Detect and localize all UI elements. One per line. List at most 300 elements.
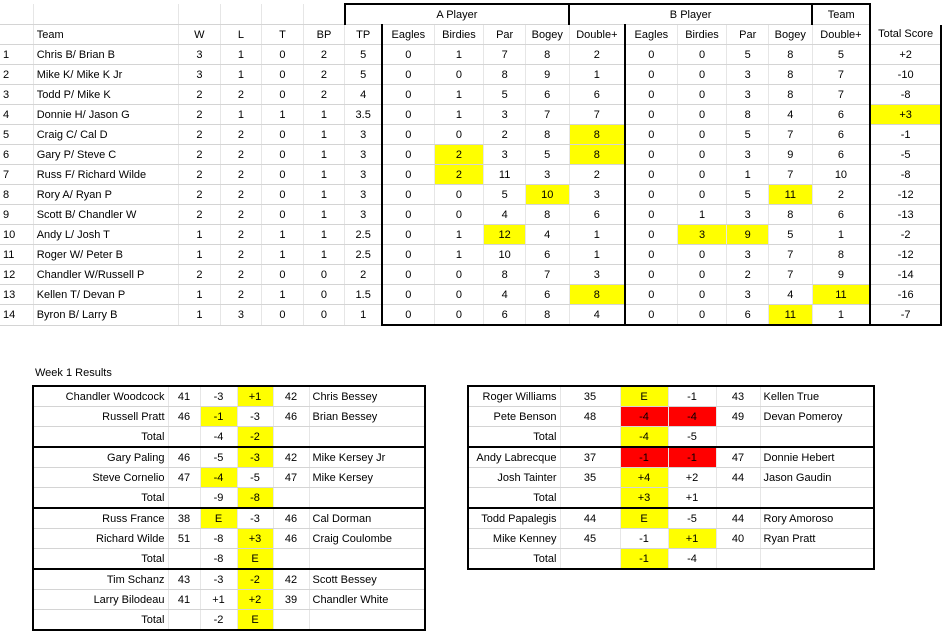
player-score: 48 <box>560 407 620 427</box>
empty-cell <box>309 427 425 448</box>
stat-bp: 1 <box>303 145 345 165</box>
opponent-name: Chandler White <box>309 590 425 610</box>
player-score: 45 <box>560 529 620 549</box>
b-player-stat: 0 <box>677 185 727 205</box>
empty-cell <box>168 610 200 631</box>
a-player-stat: 0 <box>434 125 484 145</box>
stat-bp: 0 <box>303 265 345 285</box>
a-player-stat: 2 <box>569 165 625 185</box>
b-player-stat: 0 <box>625 245 677 265</box>
opponent-score: 47 <box>716 447 760 468</box>
stat-bp: 1 <box>303 105 345 125</box>
total-score-1: -8 <box>200 549 237 570</box>
a-player-stat: 3 <box>484 105 526 125</box>
player-score: 47 <box>168 468 200 488</box>
empty-cell <box>309 488 425 509</box>
player-name: Chandler Woodcock <box>33 386 168 407</box>
empty-cell <box>560 549 620 570</box>
match-score-2: -3 <box>237 508 273 529</box>
a-player-stat: 1 <box>569 65 625 85</box>
stat-t: 0 <box>262 85 304 105</box>
stat-w: 1 <box>179 305 221 326</box>
a-player-stat: 3 <box>525 165 569 185</box>
row-number: 2 <box>0 65 33 85</box>
b-player-stat: 5 <box>768 225 812 245</box>
stat-t: 1 <box>262 285 304 305</box>
empty-cell <box>262 4 304 25</box>
b-player-stat: 3 <box>727 285 769 305</box>
player-name: Gary Paling <box>33 447 168 468</box>
match-score-2: -1 <box>668 447 716 468</box>
empty-cell <box>309 610 425 631</box>
empty-cell <box>560 488 620 509</box>
player-score: 41 <box>168 590 200 610</box>
a-player-stat: 5 <box>484 185 526 205</box>
team-name: Rory A/ Ryan P <box>33 185 178 205</box>
table-row <box>0 105 941 125</box>
b-player-stat: 8 <box>768 205 812 225</box>
b-player-stat: 0 <box>625 65 677 85</box>
a-player-stat: 0 <box>382 45 434 65</box>
b-player-stat: 0 <box>677 85 727 105</box>
team-name: Byron B/ Larry B <box>33 305 178 326</box>
total-score-1: +3 <box>620 488 668 509</box>
stat-l: 2 <box>220 145 262 165</box>
stat-w: 1 <box>179 285 221 305</box>
b-player-stat: 3 <box>727 145 769 165</box>
opponent-name: Jason Gaudin <box>760 468 874 488</box>
a-player-stat: 0 <box>382 205 434 225</box>
total-score-2: -8 <box>237 488 273 509</box>
table-row <box>0 185 941 205</box>
row-number: 6 <box>0 145 33 165</box>
team-name: Chris B/ Brian B <box>33 45 178 65</box>
empty-cell <box>303 4 345 25</box>
column-header: Bogey <box>525 25 569 45</box>
total-score-2: -2 <box>237 427 273 448</box>
total-label: Total <box>468 488 560 509</box>
player-score: 46 <box>168 447 200 468</box>
b-player-stat: 0 <box>677 145 727 165</box>
empty-cell <box>309 549 425 570</box>
result-row <box>468 468 874 488</box>
b-player-stat: 8 <box>812 245 870 265</box>
stat-tp: 3 <box>345 165 382 185</box>
stat-t: 1 <box>262 105 304 125</box>
empty-cell <box>168 488 200 509</box>
b-player-stat: 4 <box>768 285 812 305</box>
empty-cell <box>168 427 200 448</box>
b-player-stat: 11 <box>812 285 870 305</box>
column-header: Par <box>727 25 769 45</box>
opponent-name: Cal Dorman <box>309 508 425 529</box>
match-score-1: E <box>620 508 668 529</box>
match-score-2: -1 <box>668 386 716 407</box>
stat-l: 1 <box>220 65 262 85</box>
table-row <box>0 85 941 105</box>
b-player-stat: 7 <box>812 65 870 85</box>
table-row <box>0 285 941 305</box>
stat-tp: 5 <box>345 45 382 65</box>
opponent-score: 46 <box>273 529 309 549</box>
a-player-stat: 0 <box>382 185 434 205</box>
a-player-stat: 1 <box>569 245 625 265</box>
result-row <box>468 407 874 427</box>
opponent-score: 49 <box>716 407 760 427</box>
stat-bp: 1 <box>303 205 345 225</box>
total-score-2: -4 <box>668 549 716 570</box>
a-player-stat: 4 <box>484 285 526 305</box>
a-player-stat: 0 <box>434 265 484 285</box>
b-player-stat: 0 <box>625 45 677 65</box>
a-player-stat: 0 <box>382 105 434 125</box>
stat-w: 2 <box>179 265 221 285</box>
stat-w: 2 <box>179 125 221 145</box>
b-player-stat: 3 <box>727 85 769 105</box>
a-player-stat: 6 <box>525 85 569 105</box>
stat-tp: 2 <box>345 265 382 285</box>
empty-cell <box>760 427 874 448</box>
player-name: Russ France <box>33 508 168 529</box>
b-player-stat: 0 <box>677 265 727 285</box>
b-player-stat: 0 <box>677 65 727 85</box>
a-player-stat: 5 <box>525 145 569 165</box>
stat-tp: 3 <box>345 205 382 225</box>
player-name: Todd Papalegis <box>468 508 560 529</box>
a-player-stat: 0 <box>382 125 434 145</box>
table-row <box>0 305 941 326</box>
stat-tp: 3 <box>345 145 382 165</box>
match-score-2: +2 <box>237 590 273 610</box>
opponent-score: 39 <box>273 590 309 610</box>
result-row <box>33 529 425 549</box>
a-player-stat: 1 <box>434 245 484 265</box>
b-player-stat: 5 <box>727 45 769 65</box>
empty-cell <box>716 488 760 509</box>
player-name: Pete Benson <box>468 407 560 427</box>
player-score: 44 <box>560 508 620 529</box>
empty-cell <box>220 4 262 25</box>
a-player-stat: 6 <box>569 205 625 225</box>
stat-tp: 3 <box>345 125 382 145</box>
a-player-stat: 3 <box>484 145 526 165</box>
column-header: Birdies <box>677 25 727 45</box>
b-player-stat: 0 <box>625 265 677 285</box>
a-player-stat: 0 <box>382 265 434 285</box>
b-player-stat: 0 <box>625 205 677 225</box>
stat-bp: 1 <box>303 165 345 185</box>
row-number: 9 <box>0 205 33 225</box>
b-player-stat: 6 <box>812 205 870 225</box>
b-player-stat: 9 <box>812 265 870 285</box>
result-row <box>468 529 874 549</box>
column-header-row <box>0 25 941 45</box>
team-name: Todd P/ Mike K <box>33 85 178 105</box>
team-name: Kellen T/ Devan P <box>33 285 178 305</box>
total-row <box>33 488 425 509</box>
column-header: Eagles <box>382 25 434 45</box>
table-row <box>0 65 941 85</box>
match-score-1: -5 <box>200 447 237 468</box>
team-name: Roger W/ Peter B <box>33 245 178 265</box>
b-player-stat: 8 <box>768 65 812 85</box>
b-player-stat: 0 <box>677 125 727 145</box>
stat-l: 2 <box>220 265 262 285</box>
stat-tp: 4 <box>345 85 382 105</box>
a-player-stat: 11 <box>484 165 526 185</box>
a-player-stat: 0 <box>382 165 434 185</box>
a-player-stat: 0 <box>382 305 434 326</box>
match-score-2: +1 <box>668 529 716 549</box>
total-score: +2 <box>870 45 941 65</box>
a-player-stat: 12 <box>484 225 526 245</box>
a-player-stat: 0 <box>382 245 434 265</box>
empty-cell <box>716 427 760 448</box>
b-player-stat: 0 <box>677 245 727 265</box>
empty-cell <box>273 488 309 509</box>
a-player-stat: 7 <box>525 105 569 125</box>
opponent-name: Ryan Pratt <box>760 529 874 549</box>
stat-t: 0 <box>262 45 304 65</box>
b-player-stat: 6 <box>812 145 870 165</box>
stat-l: 2 <box>220 85 262 105</box>
opponent-name: Rory Amoroso <box>760 508 874 529</box>
b-player-stat: 6 <box>812 125 870 145</box>
b-player-stat: 7 <box>768 245 812 265</box>
b-player-stat: 3 <box>727 205 769 225</box>
b-player-stat: 11 <box>768 185 812 205</box>
b-player-stat: 3 <box>727 245 769 265</box>
stat-tp: 1.5 <box>345 285 382 305</box>
total-score: -1 <box>870 125 941 145</box>
total-score: -7 <box>870 305 941 326</box>
stat-w: 2 <box>179 165 221 185</box>
a-player-stat: 0 <box>382 225 434 245</box>
stat-bp: 1 <box>303 225 345 245</box>
total-row <box>33 610 425 631</box>
column-header: Team <box>33 25 178 45</box>
row-number: 12 <box>0 265 33 285</box>
a-player-stat: 2 <box>434 145 484 165</box>
player-name: Larry Bilodeau <box>33 590 168 610</box>
result-row <box>33 590 425 610</box>
stat-t: 0 <box>262 125 304 145</box>
result-row <box>33 508 425 529</box>
match-score-2: -5 <box>668 508 716 529</box>
column-header: Par <box>484 25 526 45</box>
stat-t: 0 <box>262 65 304 85</box>
player-score: 38 <box>168 508 200 529</box>
total-score: -5 <box>870 145 941 165</box>
b-player-stat: 4 <box>768 105 812 125</box>
row-number: 14 <box>0 305 33 326</box>
empty-cell <box>179 4 221 25</box>
results-left-table <box>32 385 426 631</box>
a-player-stat: 10 <box>484 245 526 265</box>
a-player-stat: 8 <box>569 285 625 305</box>
b-player-stat: 8 <box>727 105 769 125</box>
team-name: Mike K/ Mike K Jr <box>33 65 178 85</box>
player-score: 43 <box>168 569 200 590</box>
opponent-score: 42 <box>273 447 309 468</box>
team-name: Chandler W/Russell P <box>33 265 178 285</box>
empty-cell <box>33 4 178 25</box>
total-score: +3 <box>870 105 941 125</box>
standings-table <box>0 3 942 326</box>
total-label: Total <box>468 427 560 448</box>
a-player-stat: 10 <box>525 185 569 205</box>
b-player-stat: 11 <box>768 305 812 326</box>
opponent-score: 40 <box>716 529 760 549</box>
player-score: 37 <box>560 447 620 468</box>
stat-t: 0 <box>262 205 304 225</box>
a-player-stat: 7 <box>525 265 569 285</box>
total-score-2: E <box>237 610 273 631</box>
team-name: Scott B/ Chandler W <box>33 205 178 225</box>
result-row <box>33 569 425 590</box>
player-name: Josh Tainter <box>468 468 560 488</box>
total-score: -12 <box>870 245 941 265</box>
b-player-stat: 1 <box>727 165 769 185</box>
a-player-stat: 3 <box>569 265 625 285</box>
total-score: -12 <box>870 185 941 205</box>
player-name: Mike Kenney <box>468 529 560 549</box>
team-name: Gary P/ Steve C <box>33 145 178 165</box>
b-player-stat: 0 <box>625 145 677 165</box>
opponent-name: Chris Bessey <box>309 386 425 407</box>
opponent-score: 44 <box>716 508 760 529</box>
stat-w: 1 <box>179 245 221 265</box>
stat-l: 2 <box>220 125 262 145</box>
match-score-2: +1 <box>237 386 273 407</box>
player-name: Steve Cornelio <box>33 468 168 488</box>
b-player-stat: 9 <box>768 145 812 165</box>
b-player-stat: 5 <box>727 185 769 205</box>
total-label: Total <box>468 549 560 570</box>
a-player-stat: 7 <box>569 105 625 125</box>
b-player-stat: 7 <box>768 265 812 285</box>
opponent-name: Brian Bessey <box>309 407 425 427</box>
b-player-stat: 0 <box>625 125 677 145</box>
player-score: 51 <box>168 529 200 549</box>
table-row <box>0 125 941 145</box>
opponent-name: Scott Bessey <box>309 569 425 590</box>
row-number: 4 <box>0 105 33 125</box>
total-label: Total <box>33 549 168 570</box>
stat-t: 1 <box>262 245 304 265</box>
player-name: Richard Wilde <box>33 529 168 549</box>
match-score-1: -8 <box>200 529 237 549</box>
stat-t: 0 <box>262 305 304 326</box>
stat-bp: 2 <box>303 65 345 85</box>
match-score-2: -4 <box>668 407 716 427</box>
team-name: Russ F/ Richard Wilde <box>33 165 178 185</box>
total-row <box>33 549 425 570</box>
a-player-stat: 1 <box>434 45 484 65</box>
a-player-stat: 6 <box>484 305 526 326</box>
total-score: -14 <box>870 265 941 285</box>
stat-l: 2 <box>220 245 262 265</box>
total-score-1: -9 <box>200 488 237 509</box>
stat-bp: 0 <box>303 305 345 326</box>
a-player-stat: 8 <box>525 125 569 145</box>
opponent-score: 47 <box>273 468 309 488</box>
player-name: Tim Schanz <box>33 569 168 590</box>
empty-cell <box>273 610 309 631</box>
total-score-1: -2 <box>200 610 237 631</box>
match-score-2: +3 <box>237 529 273 549</box>
empty-cell <box>168 549 200 570</box>
a-player-stat: 0 <box>434 65 484 85</box>
a-player-stat: 6 <box>525 285 569 305</box>
match-score-1: E <box>620 386 668 407</box>
stat-tp: 2.5 <box>345 225 382 245</box>
player-score: 41 <box>168 386 200 407</box>
player-name: Russell Pratt <box>33 407 168 427</box>
match-score-2: -5 <box>237 468 273 488</box>
total-row <box>468 488 874 509</box>
stat-tp: 2.5 <box>345 245 382 265</box>
stat-w: 2 <box>179 85 221 105</box>
match-score-1: -3 <box>200 569 237 590</box>
row-number: 11 <box>0 245 33 265</box>
total-score-1: -4 <box>200 427 237 448</box>
column-header: TP <box>345 25 382 45</box>
empty-cell <box>0 25 33 45</box>
a-player-stat: 0 <box>382 285 434 305</box>
stat-tp: 3 <box>345 185 382 205</box>
match-score-1: -1 <box>620 447 668 468</box>
result-row <box>468 508 874 529</box>
team-name: Andy L/ Josh T <box>33 225 178 245</box>
match-score-1: -4 <box>200 468 237 488</box>
total-score: -10 <box>870 65 941 85</box>
stat-l: 1 <box>220 45 262 65</box>
a-player-stat: 0 <box>434 185 484 205</box>
table-row <box>0 165 941 185</box>
a-player-stat: 8 <box>525 305 569 326</box>
total-score: -2 <box>870 225 941 245</box>
total-row <box>468 427 874 448</box>
result-row <box>33 407 425 427</box>
player-score: 46 <box>168 407 200 427</box>
stat-l: 2 <box>220 165 262 185</box>
stat-bp: 1 <box>303 245 345 265</box>
a-player-stat: 6 <box>569 85 625 105</box>
a-player-stat: 8 <box>525 205 569 225</box>
a-player-stat: 4 <box>525 225 569 245</box>
opponent-name: Mike Kersey Jr <box>309 447 425 468</box>
a-player-stat: 2 <box>569 45 625 65</box>
a-player-stat: 6 <box>525 245 569 265</box>
column-header: T <box>262 25 304 45</box>
stat-tp: 3.5 <box>345 105 382 125</box>
a-player-stat: 1 <box>569 225 625 245</box>
a-player-stat: 0 <box>382 145 434 165</box>
b-player-stat: 6 <box>727 305 769 326</box>
a-player-stat: 1 <box>434 85 484 105</box>
stat-l: 1 <box>220 105 262 125</box>
b-player-stat: 0 <box>677 165 727 185</box>
result-row <box>33 468 425 488</box>
a-player-stat: 8 <box>569 125 625 145</box>
b-player-stat: 0 <box>677 305 727 326</box>
b-player-stat: 7 <box>768 165 812 185</box>
b-player-stat: 1 <box>812 305 870 326</box>
match-score-1: +1 <box>200 590 237 610</box>
empty-cell <box>273 549 309 570</box>
stat-t: 0 <box>262 165 304 185</box>
